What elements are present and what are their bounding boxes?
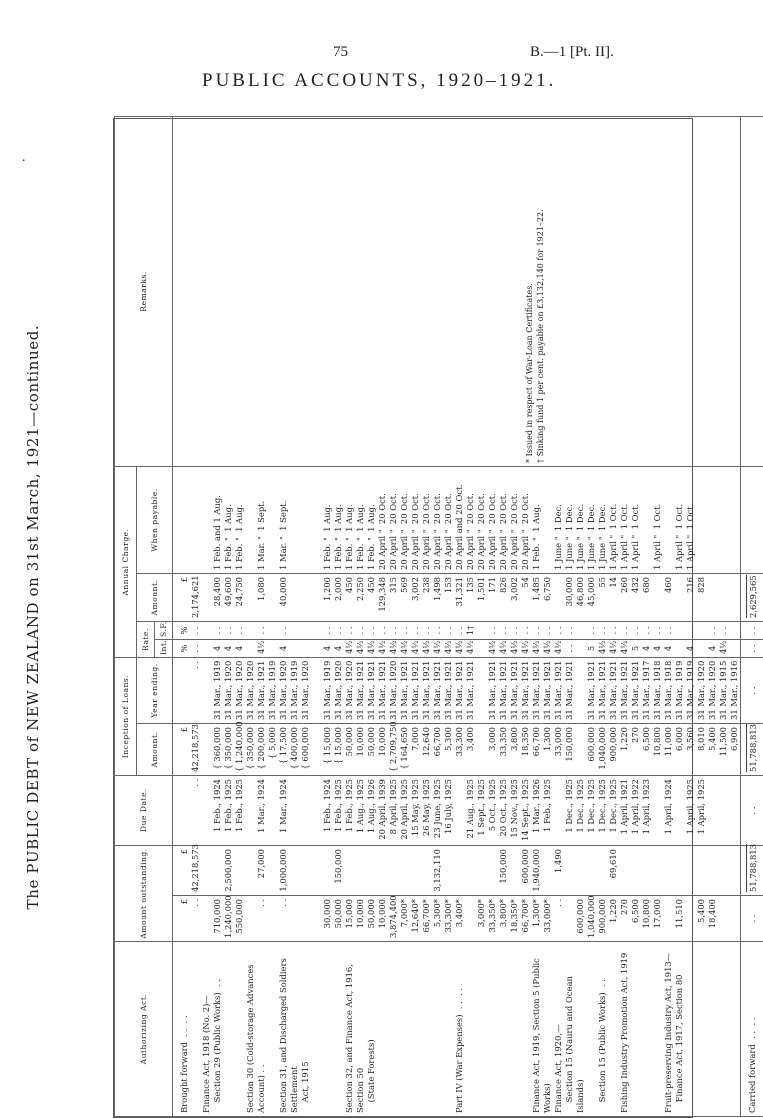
header-sf: S.F. — [155, 622, 173, 640]
header-remarks: Remarks. — [115, 116, 173, 466]
header-authorizing-act: Authorizing Act. — [115, 942, 173, 1117]
header-when-payable: When payable. — [137, 466, 173, 573]
table-title: The PUBLIC DEBT of NEW ZEALAND on 31st March, 1921—continued. — [28, 117, 39, 1117]
outstanding-items-column: £ . . 710,000 1,240,000 550,000 . . . . 30,000 50,000 15,000 10,000 50,000 10,000 3,874,400 7,000* 12,640* 66,700* 5,300* 33,300* 3,400* 3,000* 33,350* 3,800* 18,350* 66,700* 1,300* 33,000* . . 600,000 1,040,000 900,000 1,220 270 6,500 10,800 17,000 11,510 5,400 18,400 — [173, 896, 741, 942]
remark-sinking-fund: † Sinking fund 1 per cent. payable on £3,132,140 for 1921–22. — [535, 120, 546, 463]
due-date-column: . . 1 Feb., 1924 1 Feb., 1925 1 Feb., 1925 1 Mar., 1924 1 Mar., 1924 1 Feb., 1924 1 Feb., 1925 1 Feb., 1925 1 Aug., 1925 1 Aug., 1926 20 April, 1939 8 April, 1925 20 April, 1925 15 May, 1925 26 May, 1925 23 June, 1925 16 July, 1925 21 Aug., 1925 1 Sept., 1925 5 Oct., 1925 20 Oct., 1925 15 Nov., 1925 14 Sept., 1925 1 Mar., 1926 1 Feb., 1925 1 Dec., 1925 1 Dec., 1925 1 Dec., 1925 1 Dec., 1925 1 Dec., 1925 1 April, 1921 1 April, 1922 1 April, 1923 1 April, 1924 1 April, 1925 1 April, 1925 — [173, 776, 741, 846]
page-title: PUBLIC ACCOUNTS, 1920–1921. — [202, 70, 556, 92]
charge-amount-column: £ 2,174,621 28,400 49,600 24,750 1,080 40,000 1,200 2,000 450 2,250 450 129,348 315 569 3,002 238 1,498 153 31,321 135 1,501 171 826 3,002 54 1,485 6,750 30,000 46,800 45,000 55 14 260 432 680 460 216 828 — [173, 574, 741, 622]
header-charge-amount: Amount. — [137, 574, 173, 622]
authorizing-act-column: Brought forward . . . . Finance Act, 1918 (No. 2)— Section 29 (Public Works) . . Section 30 (Cold-storage Advances Account) . . Section 31, and Discharged Soldiers Settlement Act, 1915 Section 32, and Finance Act, 1916, Section 50 (State Forests) Part IV (War Expenses) . . . . Finance Act, 1919, Section 5 (Public Works) Finance Act, 1920,— Section 15 (Nauru and Ocean Islands) Section 15 (Public Works) . . Fishing Industry Promotion Act, 1919 Fruit-preserving Industry Act, 1913— Finance Act, 1917, Section 80 — [173, 942, 741, 1117]
when-payable-column: 1 Feb. and 1 Aug. 1 Feb. " 1 Aug. 1 Feb. " 1 Aug. 1 Mar. " 1 Sept. 1 Mar. " 1 Sept. 1 Feb. " 1 Aug. 1 Feb. " 1 Aug. 1 Feb. " 1 Aug. 1 Feb. " 1 Aug. 1 Feb. " 1 Aug. 20 April " 20 Oct. 20 April " 20 Oct. 20 April " 20 Oct. 20 April " 20 Oct. 20 April " 20 Oct. 20 April " 20 Oct. 20 April " 20 Oct. 20 April and 20 Oct. 20 April " 20 Oct. 20 April " 20 Oct. 20 April " 20 Oct. 20 April " 20 Oct. 20 April " 20 Oct. 20 April " 20 Oct. 1 Feb. " 1 Aug. 1 June " 1 Dec. 1 June " 1 Dec. 1 June " 1 Dec. 1 June " 1 Dec. 1 June " 1 Dec. 1 April " 1 Oct. 1 April " 1 Oct. 1 April " 1 Oct. 1 April " 1 Oct. 1 April " 1 Oct. 1 April " 1 Oct. — [173, 466, 741, 573]
carried-remarks-empty — [741, 116, 763, 466]
remark-war-loan: * Issued in respect of War-Loan Certificates. — [524, 120, 535, 463]
carried-sf-dots: . . — [741, 622, 763, 640]
carried-loan: 51,788,813 — [741, 724, 763, 776]
margin-mark: . — [22, 150, 26, 166]
header-rate: Rate. — [137, 622, 155, 658]
header-year-ending: Year ending. — [137, 658, 173, 724]
header-annual-charge: Annual Charge. — [115, 466, 137, 657]
header-loan-amount: Amount. — [137, 724, 173, 776]
year-ending-column: . . 31 Mar., 1919 31 Mar., 1920 31 Mar., 1920 31 Mar., 1920 31 Mar., 1921 31 Mar., 1919 31 Mar., 1920 31 Mar., 1919 31 Mar., 1920 31 Mar., 1919 31 Mar., 1920 31 Mar., 1920 31 Mar., 1921 31 Mar., 1921 31 Mar., 1921 31 Mar., 1920 31 Mar., 1921 31 Mar., 1921 31 Mar., 1921 31 Mar., 1921 31 Mar., 1921 31 Mar., 1921 31 Mar., 1921 31 Mar., 1921 31 Mar., 1921 31 Mar., 1921 31 Mar., 1921 31 Mar., 1921 31 Mar., 1921 31 Mar., 1921 31 Mar., 1921 31 Mar., 1921 31 Mar., 1921 31 Mar., 1921 31 Mar., 1921 31 Mar., 1921 31 Mar., 1917 31 Mar., 1918 31 Mar., 1918 31 Mar., 1919 31 Mar., 1919 31 Mar., 1920 31 Mar., 1920 31 Mar., 1915 31 Mar., 1916 — [173, 658, 741, 724]
carried-dots: . . — [741, 896, 763, 942]
remarks-column — [173, 116, 741, 466]
header-due-date: Due Date. — [115, 776, 173, 846]
sinking-fund-column: % . . . . . . . . . . . . . . . . . . . . . . . . . . . . . . . . . . . . . . 1† . . . . . . . . . . . . . . . . . . . . . . . . . . . . . . . . . . . . . . — [173, 622, 741, 640]
carried-forward-label: Carried forward . . . . — [741, 942, 763, 1117]
public-debt-table — [113, 118, 693, 1118]
header-amount-outstanding: Amount outstanding. — [115, 846, 173, 942]
carried-charge: 2,629,565 — [741, 574, 763, 622]
carried-year-dots: . . — [741, 658, 763, 724]
carried-when-empty — [741, 466, 763, 573]
carried-int-dots: . . — [741, 640, 763, 658]
page-number: 75 — [333, 44, 348, 61]
carried-due-dots: . . — [741, 776, 763, 846]
document-reference: B.—1 [Pt. II]. — [530, 44, 614, 61]
header-inception-of-loans: Inception of Loans. — [115, 658, 137, 776]
carried-outstanding: 51,788,813 — [741, 846, 763, 896]
header-int: Int. — [155, 640, 173, 658]
interest-rate-column: % . . 4 4 4 4½ 4 4 4 4½ 4½ 4½ 4½ 4½ 4½ 4½ 4½ 4½ 4½ 4½ 4½ 4½ 4½ 4½ 4½ 4½ 4½ 4½ . . 5 4½ 4½ 4½ 5 4 4 4 4 4 4½ — [173, 640, 741, 658]
outstanding-totals-column: £ 42,218,573 2,500,000 27,000 1,000,000 150,000 3,132,110 150,000 600,000 1,940,000 1,490 69,610 — [173, 846, 741, 896]
loan-amount-column: £ 42,218,573 { 360,000 { 350,000 { 1,240,000 { 350,000 { 200,000 { 5,000 { 17,500 { 400,000 { 600,000 { 15,000 { 15,000 50,000 10,000 50,000 10,000 { 2,709,750 { 164,650 7,000 12,640 66,700 5,300 33,300 3,400 3,000 33,350 3,800 18,350 66,700 1,300 33,000 150,000 600,000 1,040,000 900,000 1,220 270 6,500 10,800 11,000 6,000 3,560 8,010 5,400 11,500 6,900 — [173, 724, 741, 776]
